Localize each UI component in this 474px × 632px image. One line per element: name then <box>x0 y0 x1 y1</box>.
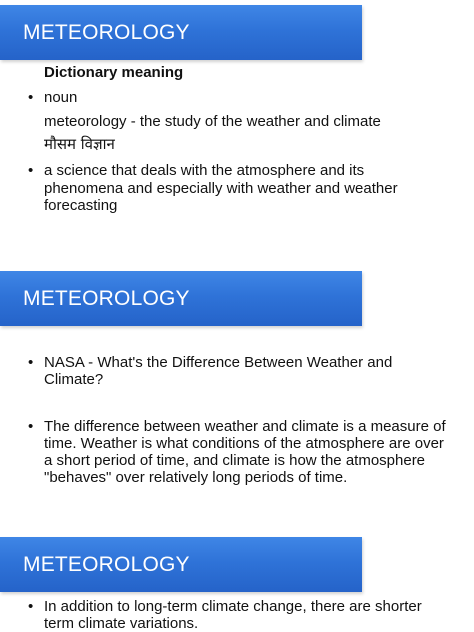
slide-1-bullet-2-line-2: phenomena and especially with weather and weather <box>44 180 398 197</box>
hindi-text: मौसम विज्ञान <box>44 135 115 153</box>
slide-3-title: METEOROLOGY <box>23 553 190 576</box>
bullet-marker: • <box>28 162 34 179</box>
bullet-marker: • <box>28 418 34 435</box>
slide-1-bullet-noun: noun <box>44 89 78 106</box>
bullet-marker: • <box>28 354 34 371</box>
slide-2-bullet-2-line-2: time. Weather is what conditions of the atmosphere are over <box>44 435 444 452</box>
slide-3-bullet-1-line-2: term climate variations. <box>44 615 199 632</box>
bullet-marker: • <box>28 89 34 106</box>
definition-text: meteorology - the study of the weather and climate <box>44 113 381 130</box>
dictionary-heading: Dictionary meaning <box>44 64 184 81</box>
slide-1-title-banner <box>0 5 362 60</box>
slide-2-bullet-2-line-4: "behaves" over relatively long periods of time. <box>44 469 348 486</box>
slide-1-bullet-2-line-1: a science that deals with the atmosphere and its <box>44 162 365 179</box>
slide-2-title-banner <box>0 271 362 326</box>
slide-2-bullet-1-line-1: NASA - What's the Difference Between Weather and <box>44 354 393 371</box>
slide-3-title-banner <box>0 537 362 592</box>
slide-2-bullet-2-line-3: a short period of time, and climate is how the atmosphere <box>44 452 426 469</box>
slide-1-bullet-2-line-3: forecasting <box>44 197 118 214</box>
slide-3-bullet-1-line-1: In addition to long-term climate change, there are shorter <box>44 598 422 615</box>
slide-2-bullet-1-line-2: Climate? <box>44 371 104 388</box>
slide-2-title: METEOROLOGY <box>23 287 190 310</box>
slide-2-bullet-2-line-1: The difference between weather and climate is a measure of <box>44 418 446 435</box>
slide-1-title: METEOROLOGY <box>23 21 190 44</box>
bullet-marker: • <box>28 598 34 615</box>
